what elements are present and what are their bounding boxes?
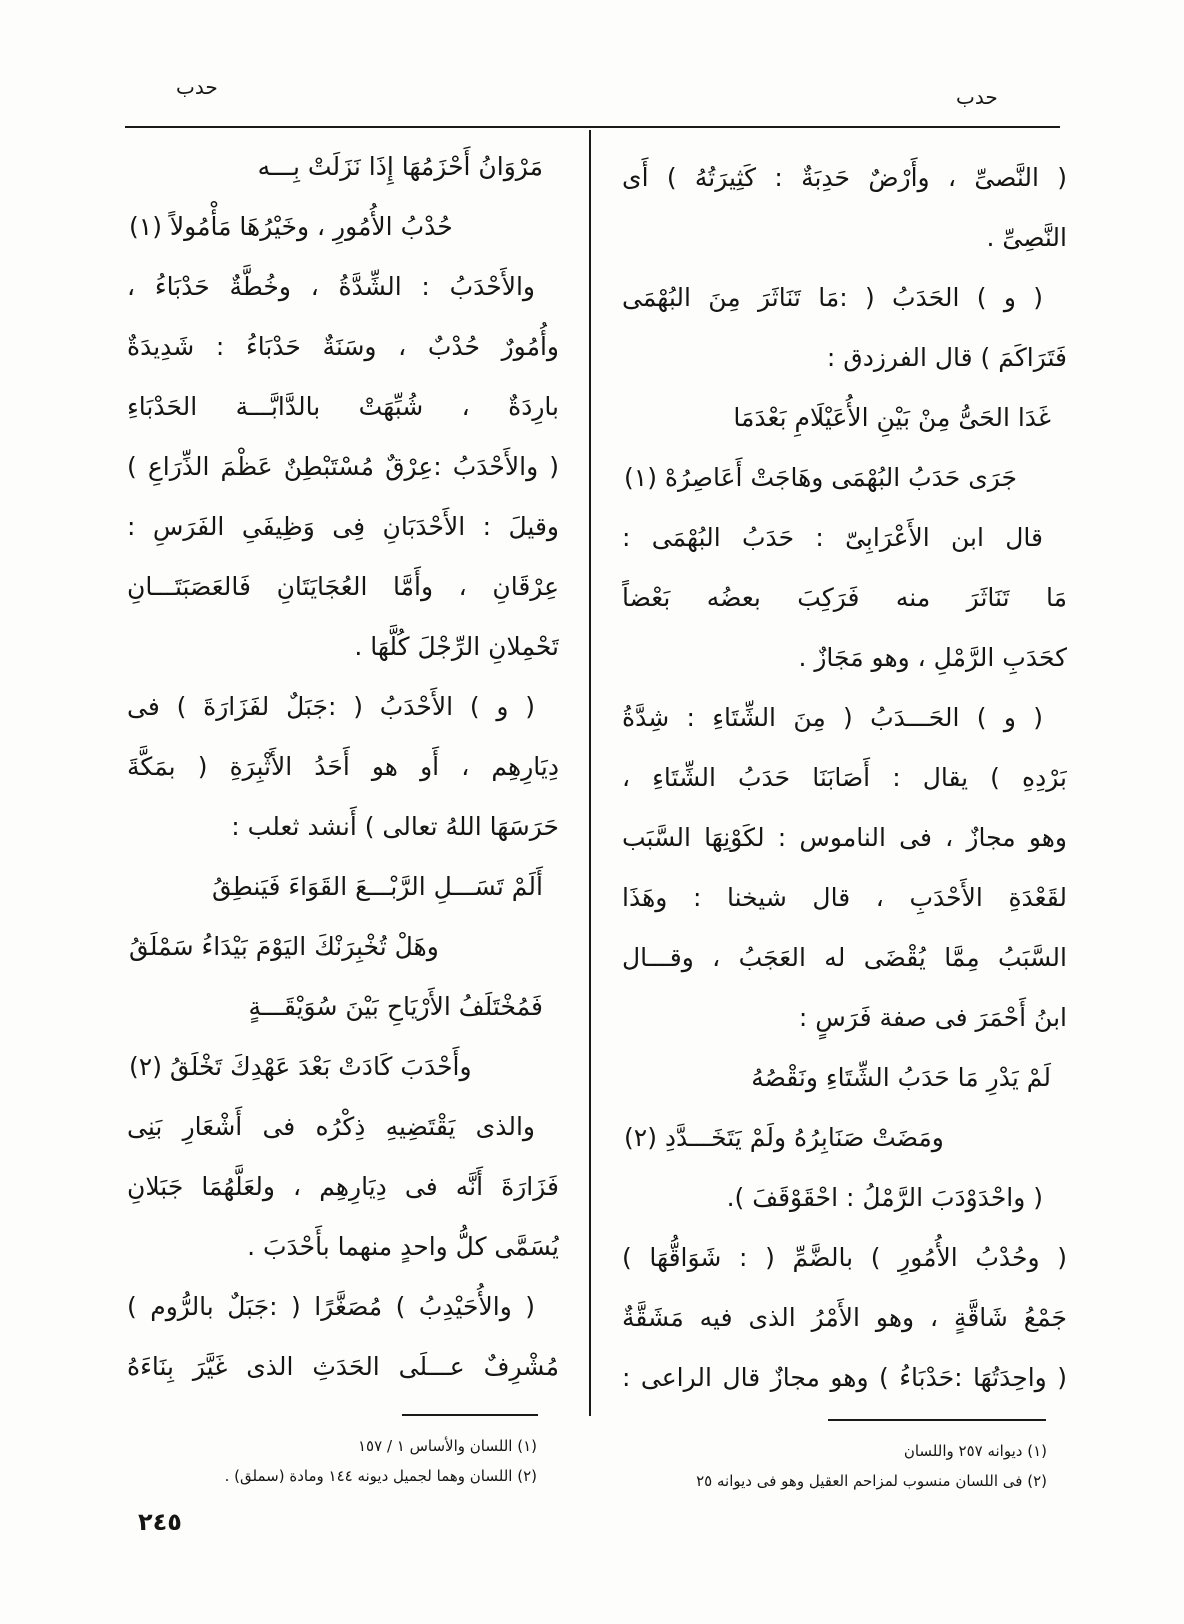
- text-line: وقيلَ : الأَحْدَبَانِ فِى وَظِيفَىِ الفَرَسِ :: [127, 512, 559, 541]
- text-line: حَرَسَهَا اللهُ تعالى ) أَنشد ثعلب :: [231, 812, 559, 841]
- text-line: بَرْدِهِ ) يقال : أَصَابَنَا حَدَبُ الشِّتَاءِ ،: [622, 763, 1067, 792]
- text-line: ( واحِدَتُهَا :حَدْبَاءُ ) وهو مجازٌ قال الراعى :: [622, 1363, 1067, 1392]
- text-line: وهو مجازٌ ، فى الناموس : لكَوْنِهَا السَّبَب: [622, 823, 1067, 852]
- text-line: والأَحْدَبُ : الشِّدَّةُ ، وخُطَّةٌ حَدْبَاءُ ،: [127, 272, 535, 301]
- running-header-right: حدب: [956, 85, 998, 109]
- text-line: ( والأُحَيْدِبُ ) مُصَغَّرًا ( :جَبَلٌ بالرُّوم ): [127, 1292, 535, 1321]
- verse-line: وأَحْدَبَ كَادَتْ بَعْدَ عَهْدِكَ تَخْلَقُ (٢): [129, 1052, 472, 1081]
- footnotes-left: [127, 1431, 537, 1491]
- verse-line: غَدَا الحَىُّ مِنْ بَيْنِ الأُعَيْلَامِ بَعْدَمَا: [733, 403, 1051, 432]
- verse-line: وهَلْ تُخْبِرَنْكَ اليَوْمَ بَيْدَاءُ سَمْلَقُ: [129, 932, 439, 961]
- text-line: قال ابن الأَعْرَابِىّ : حَدَبُ البُهْمَى :: [622, 523, 1043, 552]
- text-line: النَّصِىِّ .: [986, 223, 1067, 252]
- footnote: (١) اللسان والأساس ١ / ١٥٧: [358, 1437, 537, 1455]
- verse-line: حُدْبُ الأُمُورِ ، وخَيْرُهَا مَأْمُولاً (١): [129, 212, 453, 241]
- text-line: ( و ) الأَحْدَبُ ( :جَبَلٌ لفَزَارَةَ ) فى: [127, 692, 535, 721]
- text-line: ( وحُدْبُ الأُمُورِ ) بالضَّمِّ ( : شَوَاقُّهَا ): [622, 1243, 1067, 1272]
- footnote-rule-right: [828, 1419, 1046, 1421]
- text-line: ( و ) الحَدَبُ ( :مَا تَنَاثَرَ مِنَ البُهْمَى: [622, 283, 1043, 312]
- text-line: وأُمُورٌ حُدْبٌ ، وسَنَةٌ حَدْبَاءُ : شَدِيدَةٌ: [127, 332, 559, 361]
- text-line: السَّبَبُ مِمَّا يُقْضَى له العَجَبُ ، وقـــال: [622, 943, 1067, 972]
- text-line: ( واحْدَوْدَبَ الرَّمْلُ : احْقَوْقَفَ ).: [726, 1183, 1043, 1212]
- left-column: [127, 137, 559, 1397]
- text-line: مُشْرِفٌ عـــلَى الحَدَثِ الذى غَيَّرَ بِنَاءَهُ: [127, 1352, 559, 1381]
- right-column: [622, 148, 1067, 1408]
- text-line: بارِدَةٌ ، شُبِّهَتْ بالدَّابَّـــة الحَدْبَاءِ: [127, 392, 559, 421]
- verse-line: جَرَى حَدَبُ البُهْمَى وهَاجَتْ أَعَاصِرُهْ (١): [624, 463, 1018, 492]
- footnote: (٢) اللسان وهما لجميل ديونه ١٤٤ ومادة (سملق) .: [224, 1467, 537, 1485]
- text-line: مَا تَنَاثَرَ منه فَرَكِبَ بعضُه بَعْضاً: [622, 583, 1067, 612]
- text-line: لقَعْدَةِ الأَحْدَبِ ، قال شيخنا : وهَذَا: [622, 883, 1067, 912]
- text-line: يُسَمَّى كلُّ واحدٍ منهما بأَحْدَبَ .: [247, 1232, 559, 1261]
- page-number: ٢٤٥: [138, 1508, 182, 1536]
- text-line: فَزَارَةَ أَنَّه فى دِيَارِهِم ، ولعَلَّهُمَا جَبَلانِ: [127, 1172, 559, 1201]
- text-line: ( و ) الحَـــدَبُ ( مِنَ الشِّتَاءِ : شِدَّةُ: [622, 703, 1043, 732]
- verse-line: لَمْ يَدْرِ مَا حَدَبُ الشِّتَاءِ ونَقْصُهُ: [751, 1063, 1051, 1092]
- text-line: ابنُ أَحْمَرَ فى صفة فَرَسٍ :: [798, 1003, 1067, 1032]
- running-header-left: حدب: [176, 75, 218, 99]
- text-line: دِيَارِهِم ، أَو هو أَحَدُ الأَثْبِرَةِ ( بمَكَّةَ: [127, 752, 559, 781]
- text-line: والذى يَقْتَضِيهِ ذِكْرُه فى أَشْعَارِ بَنِى: [127, 1112, 535, 1141]
- text-line: تَحْمِلانِ الرِّجْلَ كُلَّهَا .: [354, 632, 559, 661]
- header-rule: [125, 126, 1060, 128]
- text-line: فَتَرَاكَمَ ) قال الفرزدق :: [826, 343, 1067, 372]
- verse-line: مَرْوَانُ أَحْزَمُهَا إِذَا نَزَلَتْ بِـــه: [257, 152, 543, 181]
- footnote-rule-left: [402, 1414, 538, 1416]
- verse-line: أَلَمْ تَسَـــلِ الرَّبْـــعَ القَوَاءَ فَيَنطِقُ: [212, 872, 543, 901]
- text-line: جَمْعُ شَاقَّةٍ ، وهو الأَمْرُ الذى فيه مَشَقَّةٌ: [622, 1303, 1067, 1332]
- footnote: (٢) فى اللسان منسوب لمزاحم العقيل وهو فى ديوانه ٢٥: [696, 1472, 1047, 1490]
- text-line: عِرْقَانِ ، وأَمَّا العُجَايَتَانِ فَالعَصَبَتَـــانِ: [127, 572, 559, 601]
- text-line: كحَدَبِ الرَّمْلِ ، وهو مَجَازٌ .: [798, 643, 1067, 672]
- column-separator: [589, 130, 591, 1416]
- text-line: ( النَّصىِّ ، وأَرْضٌ حَدِبَةٌ : كَثِيرَتُهُ ) أَى: [622, 163, 1067, 192]
- verse-line: ومَضَتْ صَنَابِرُهُ ولَمْ يَتَخَـــدَّدِ (٢): [624, 1123, 944, 1152]
- footnotes-right: [622, 1436, 1047, 1496]
- text-line: ( والأَحْدَبُ :عِرْقٌ مُسْتَبْطِنٌ عَظْمَ الذِّرَاعِ ): [127, 452, 559, 481]
- verse-line: فَمُخْتَلَفُ الأَرْيَاحِ بَيْنَ سُوَيْقَـــةٍ: [248, 992, 543, 1021]
- footnote: (١) ديوانه ٢٥٧ واللسان: [903, 1442, 1047, 1460]
